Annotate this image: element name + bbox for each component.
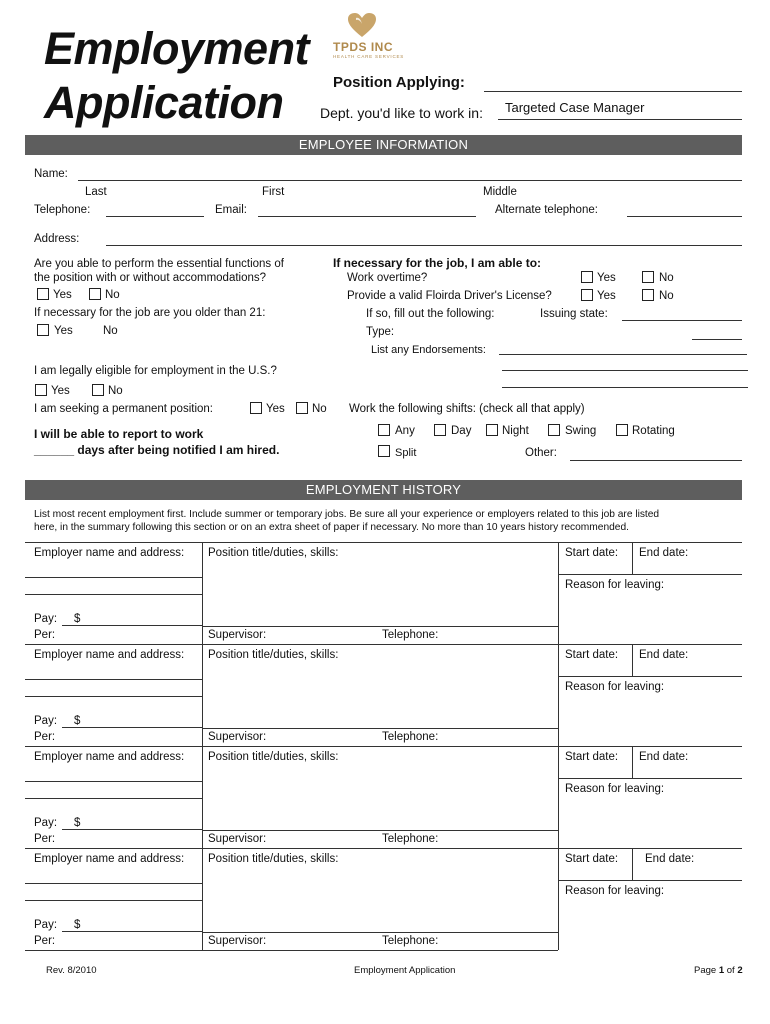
history-2-per-label: Per: [34,731,56,743]
employment-history-header: EMPLOYMENT HISTORY [25,480,742,500]
endorsements-field-1[interactable] [499,354,747,355]
footer-page [694,964,743,977]
heart-logo-icon [346,12,378,38]
history-2-end-date-label: End date: [639,649,689,661]
essential-no-checkbox[interactable] [89,288,101,300]
history-3-position-bottom [202,830,558,831]
history-1-reason-label: Reason for leaving: [565,579,665,591]
employee-information-header: EMPLOYEE INFORMATION [25,135,742,155]
history-1-employer-line1[interactable] [25,577,202,578]
history-4-divider-left [202,848,203,950]
legal-yes-label: Yes [51,385,70,397]
history-3-end-date-label: End date: [639,751,689,763]
history-4-telephone-label: Telephone: [382,935,439,947]
shift-night-label: Night [502,425,529,437]
telephone-field[interactable] [106,216,204,217]
history-3-supervisor-label: Supervisor: [208,833,267,845]
name-label: Name: [34,168,68,180]
overtime-label: Work overtime? [347,272,428,284]
footer-page-total: 2 [737,965,743,976]
history-3-dollar-sign: $ [74,817,81,829]
dept-field[interactable] [498,119,742,120]
history-4-dates-bottom [558,880,742,881]
legal-question: I am legally eligible for employment in the U.S.? [34,365,277,377]
history-3-employer-line2[interactable] [25,798,202,799]
history-1-position-bottom [202,626,558,627]
address-label: Address: [34,233,80,245]
history-4-pay-field[interactable] [62,931,202,932]
dept-label: Dept. you'd like to work in: [320,105,483,121]
history-2-start-date-label: Start date: [565,649,619,661]
history-4-divider-right [558,848,559,950]
history-1-employer-line2[interactable] [25,594,202,595]
history-4-position-label: Position title/duties, skills: [208,853,339,865]
permanent-no-checkbox[interactable] [296,402,308,414]
history-3-divider-dates [632,746,633,778]
history-2-divider-left [202,644,203,746]
history-2-position-bottom [202,728,558,729]
history-2-employer-line1[interactable] [25,679,202,680]
history-1-per-label: Per: [34,629,56,641]
history-2-employer-label: Employer name and address: [34,649,185,661]
history-1-top-border [25,542,742,543]
endorsements-field-3[interactable] [502,387,748,388]
history-3-divider-right [558,746,559,848]
history-3-pay-label: Pay: [34,817,58,829]
history-4-employer-line2[interactable] [25,900,202,901]
essential-question-line1: Are you able to perform the essential functions of [34,258,284,270]
history-1-divider-left [202,542,203,644]
overtime-no-checkbox[interactable] [642,271,654,283]
history-2-reason-label: Reason for leaving: [565,681,665,693]
history-2-supervisor-label: Supervisor: [208,731,267,743]
shift-swing-checkbox[interactable] [548,424,560,436]
legal-no-label: No [108,385,123,397]
shift-any-checkbox[interactable] [378,424,390,436]
footer-page-prefix: Page [694,965,717,976]
history-3-per-label: Per: [34,833,56,845]
license-no-label: No [659,290,674,302]
history-1-pay-field[interactable] [62,625,202,626]
history-4-employer-line1[interactable] [25,883,202,884]
history-1-dates-bottom [558,574,742,575]
shift-split-checkbox[interactable] [378,445,390,457]
history-2-pay-field[interactable] [62,727,202,728]
issuing-state-field[interactable] [622,320,742,321]
history-1-position-label: Position title/duties, skills: [208,547,339,559]
history-3-position-label: Position title/duties, skills: [208,751,339,763]
alt-telephone-field[interactable] [627,216,742,217]
name-field[interactable] [78,180,742,181]
license-yes-label: Yes [597,290,616,302]
position-applying-label: Position Applying: [333,74,465,91]
history-4-supervisor-label: Supervisor: [208,935,267,947]
history-2-position-label: Position title/duties, skills: [208,649,339,661]
license-yes-checkbox[interactable] [581,289,593,301]
dept-value[interactable]: Targeted Case Manager [505,100,645,115]
job-able-title: If necessary for the job, I am able to: [333,256,542,270]
endorsements-field-2[interactable] [502,370,748,371]
history-1-divider-right [558,542,559,644]
instructions-line2: here, in the summary following this section or on an extra sheet of paper if necessary. No more than 10 years history recommended. [34,522,629,533]
history-2-pay-label: Pay: [34,715,58,727]
history-2-divider-dates [632,644,633,676]
last-label: Last [85,186,107,198]
history-4-reason-label: Reason for leaving: [565,885,665,897]
history-1-pay-label: Pay: [34,613,58,625]
history-3-divider-left [202,746,203,848]
history-3-dates-bottom [558,778,742,779]
footer-page-of: of [726,965,735,976]
history-3-reason-label: Reason for leaving: [565,783,665,795]
history-1-divider-dates [632,542,633,574]
history-1-supervisor-label: Supervisor: [208,629,267,641]
telephone-label: Telephone: [34,204,91,216]
fill-following-label: If so, fill out the following: [366,308,495,320]
title-application: Application [44,77,284,128]
history-4-pay-label: Pay: [34,919,58,931]
shifts-label: Work the following shifts: (check all that apply) [349,403,585,415]
middle-label: Middle [483,186,517,198]
permanent-no-label: No [312,403,327,415]
logo-name: TPDS INC [333,40,394,54]
history-1-telephone-label: Telephone: [382,629,439,641]
report-line2[interactable]: ______ days after being notified I am hired. [34,443,280,457]
history-1-start-date-label: Start date: [565,547,619,559]
history-2-dates-bottom [558,676,742,677]
footer-page-number: 1 [718,965,725,976]
alt-telephone-label: Alternate telephone: [495,204,598,216]
shift-night-checkbox[interactable] [486,424,498,436]
shift-day-checkbox[interactable] [434,424,446,436]
essential-yes-checkbox[interactable] [37,288,49,300]
legal-no-checkbox[interactable] [92,384,104,396]
history-1-employer-label: Employer name and address: [34,547,185,559]
permanent-yes-checkbox[interactable] [250,402,262,414]
position-applying-field[interactable] [484,91,742,92]
history-4-position-bottom [202,932,558,933]
history-3-top-border [25,746,742,747]
essential-no-label: No [105,289,120,301]
email-label: Email: [215,204,247,216]
first-label: First [262,186,285,198]
legal-yes-checkbox[interactable] [35,384,47,396]
history-3-employer-line1[interactable] [25,781,202,782]
history-4-dollar-sign: $ [74,919,81,931]
history-4-divider-dates [632,848,633,880]
history-4-employer-label: Employer name and address: [34,853,185,865]
history-4-per-label: Per: [34,935,56,947]
permanent-question: I am seeking a permanent position: [34,403,213,415]
history-3-telephone-label: Telephone: [382,833,439,845]
history-1-end-date-label: End date: [639,547,689,559]
history-3-pay-field[interactable] [62,829,202,830]
issuing-state-label: Issuing state: [540,308,608,320]
other-shift-field[interactable] [570,460,742,461]
shift-swing-label: Swing [565,425,597,437]
type-field[interactable] [692,339,742,340]
shift-split-label: Split [395,447,417,459]
history-2-divider-right [558,644,559,746]
overtime-yes-checkbox[interactable] [581,271,593,283]
title-employment: Employment [44,23,310,74]
history-4-start-date-label: Start date: [565,853,619,865]
type-label: Type: [366,326,395,338]
shift-rotating-label: Rotating [632,425,675,437]
other-shift-label: Other: [525,447,557,459]
age-no-label: No [103,325,118,337]
history-4-top-border [25,848,742,849]
permanent-yes-label: Yes [266,403,285,415]
history-bottom-border [25,950,558,951]
endorsements-label: List any Endorsements: [371,344,486,356]
instructions-line1: List most recent employment first. Include summer or temporary jobs. Be sure all your experience or employers related to this job are listed [34,509,660,520]
age-question: If necessary for the job are you older than 21: [34,307,266,319]
report-line1: I will be able to report to work [34,427,204,441]
essential-question-line2: the position with or without accommodations? [34,272,267,284]
history-2-dollar-sign: $ [74,715,81,727]
overtime-no-label: No [659,272,674,284]
address-field[interactable] [106,245,742,246]
history-2-telephone-label: Telephone: [382,731,439,743]
license-no-checkbox[interactable] [642,289,654,301]
footer-title: Employment Application [354,965,456,976]
history-3-employer-label: Employer name and address: [34,751,185,763]
shift-any-label: Any [395,425,415,437]
age-yes-checkbox[interactable] [37,324,49,336]
history-2-employer-line2[interactable] [25,696,202,697]
history-1-dollar-sign: $ [74,613,81,625]
history-4-end-date-label: End date: [645,853,695,865]
shift-day-label: Day [451,425,472,437]
email-field[interactable] [258,216,476,217]
essential-yes-label: Yes [53,289,72,301]
history-3-start-date-label: Start date: [565,751,619,763]
shift-rotating-checkbox[interactable] [616,424,628,436]
overtime-yes-label: Yes [597,272,616,284]
footer-revision: Rev. 8/2010 [46,965,97,976]
logo-tagline: HEALTH CARE SERVICES [333,54,405,59]
license-label: Provide a valid Floirda Driver's License? [347,290,552,302]
age-yes-label: Yes [54,325,73,337]
history-2-top-border [25,644,742,645]
